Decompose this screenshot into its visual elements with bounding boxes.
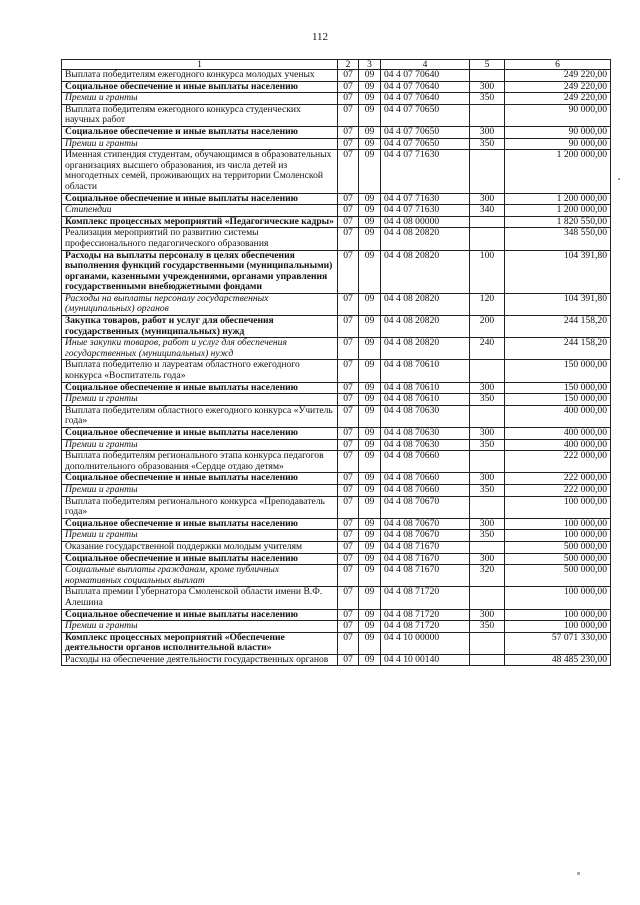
expense-type-cell: 200 — [470, 316, 505, 338]
table-row — [62, 541, 611, 553]
expense-type-cell — [470, 104, 505, 126]
amount-cell: 100 000,00 — [505, 587, 611, 609]
target-article-cell: 04 4 08 70660 — [381, 451, 470, 473]
table-row — [62, 228, 611, 250]
amount-cell: 104 391,80 — [505, 293, 611, 315]
section-code-cell: 07 — [338, 541, 359, 553]
section-code-cell: 07 — [338, 293, 359, 315]
target-article-cell: 04 4 08 70670 — [381, 530, 470, 542]
row-name-cell: Выплата победителям ежегодного конкурса молодых ученых — [62, 70, 338, 82]
table-row — [62, 70, 611, 82]
section-code-cell: 07 — [338, 382, 359, 394]
subsection-code-cell: 09 — [359, 293, 381, 315]
subsection-code-cell: 09 — [359, 316, 381, 338]
row-name-cell: Иные закупки товаров, работ и услуг для обеспечения государственных (муниципальных) нужд — [62, 338, 338, 360]
expense-type-cell: 300 — [470, 126, 505, 138]
section-code-cell: 07 — [338, 405, 359, 427]
expense-type-cell — [470, 451, 505, 473]
subsection-code-cell: 09 — [359, 654, 381, 666]
subsection-code-cell: 09 — [359, 621, 381, 633]
section-code-cell: 07 — [338, 609, 359, 621]
section-code-cell: 07 — [338, 338, 359, 360]
scan-speck — [618, 178, 620, 180]
section-code-cell: 07 — [338, 654, 359, 666]
amount-cell: 100 000,00 — [505, 609, 611, 621]
table-row — [62, 81, 611, 93]
row-name-cell: Премии и гранты — [62, 484, 338, 496]
row-name-cell: Расходы на выплаты персоналу в целях обеспечения выполнения функций государственными (муниципальными) органами, казенными учреждениями, органами управления государственными внебюджетными фондами — [62, 250, 338, 293]
amount-cell: 244 158,20 — [505, 338, 611, 360]
subsection-code-cell: 09 — [359, 205, 381, 217]
row-name-cell: Выплата премии Губернатора Смоленской области имени В.Ф. Алешина — [62, 587, 338, 609]
row-name-cell: Премии и гранты — [62, 394, 338, 406]
expense-type-cell: 350 — [470, 93, 505, 105]
amount-cell: 100 000,00 — [505, 496, 611, 518]
table-row — [62, 439, 611, 451]
subsection-code-cell: 09 — [359, 565, 381, 587]
amount-cell: 400 000,00 — [505, 405, 611, 427]
subsection-code-cell: 09 — [359, 587, 381, 609]
subsection-code-cell: 09 — [359, 609, 381, 621]
section-code-cell: 07 — [338, 439, 359, 451]
table-row — [62, 394, 611, 406]
row-name-cell: Комплекс процессных мероприятий «Педагогические кадры» — [62, 216, 338, 228]
table-row — [62, 654, 611, 666]
row-name-cell: Премии и гранты — [62, 138, 338, 150]
amount-cell: 104 391,80 — [505, 250, 611, 293]
expense-type-cell: 300 — [470, 193, 505, 205]
amount-cell: 150 000,00 — [505, 360, 611, 382]
amount-cell: 1 200 000,00 — [505, 205, 611, 217]
subsection-code-cell: 09 — [359, 126, 381, 138]
subsection-code-cell: 09 — [359, 632, 381, 654]
column-header: 5 — [470, 60, 505, 70]
subsection-code-cell: 09 — [359, 439, 381, 451]
table-row — [62, 565, 611, 587]
amount-cell: 400 000,00 — [505, 439, 611, 451]
expense-type-cell: 240 — [470, 338, 505, 360]
section-code-cell: 07 — [338, 553, 359, 565]
amount-cell: 249 220,00 — [505, 70, 611, 82]
amount-cell: 150 000,00 — [505, 394, 611, 406]
row-name-cell: Выплата победителям регионального этапа конкурса педагогов дополнительного образования «Сердце отдаю детям» — [62, 451, 338, 473]
target-article-cell: 04 4 07 70650 — [381, 126, 470, 138]
section-code-cell: 07 — [338, 193, 359, 205]
expense-type-cell: 350 — [470, 138, 505, 150]
table-row — [62, 451, 611, 473]
target-article-cell: 04 4 08 70610 — [381, 360, 470, 382]
target-article-cell: 04 4 08 70610 — [381, 394, 470, 406]
section-code-cell: 07 — [338, 126, 359, 138]
target-article-cell: 04 4 08 00000 — [381, 216, 470, 228]
subsection-code-cell: 09 — [359, 138, 381, 150]
target-article-cell: 04 4 08 70670 — [381, 518, 470, 530]
target-article-cell: 04 4 10 00140 — [381, 654, 470, 666]
table-row — [62, 360, 611, 382]
target-article-cell: 04 4 08 71720 — [381, 621, 470, 633]
subsection-code-cell: 09 — [359, 473, 381, 485]
amount-cell: 222 000,00 — [505, 451, 611, 473]
expense-type-cell: 350 — [470, 484, 505, 496]
section-code-cell: 07 — [338, 587, 359, 609]
table-row — [62, 484, 611, 496]
amount-cell: 100 000,00 — [505, 530, 611, 542]
subsection-code-cell: 09 — [359, 338, 381, 360]
row-name-cell: Комплекс процессных мероприятий «Обеспечение деятельности органов исполнительной власти» — [62, 632, 338, 654]
row-name-cell: Выплата победителям областного ежегодного конкурса «Учитель года» — [62, 405, 338, 427]
table-row — [62, 293, 611, 315]
row-name-cell: Выплата победителям регионального конкурса «Преподаватель года» — [62, 496, 338, 518]
row-name-cell: Реализация мероприятий по развитию системы профессионального педагогического образования — [62, 228, 338, 250]
row-name-cell: Социальное обеспечение и иные выплаты населению — [62, 553, 338, 565]
amount-cell: 90 000,00 — [505, 138, 611, 150]
table-row — [62, 473, 611, 485]
page-number: 112 — [311, 31, 329, 43]
target-article-cell: 04 4 08 20820 — [381, 316, 470, 338]
subsection-code-cell: 09 — [359, 541, 381, 553]
amount-cell: 244 158,20 — [505, 316, 611, 338]
row-name-cell: Социальное обеспечение и иные выплаты населению — [62, 609, 338, 621]
subsection-code-cell: 09 — [359, 81, 381, 93]
column-header: 1 — [62, 60, 338, 70]
subsection-code-cell: 09 — [359, 518, 381, 530]
target-article-cell: 04 4 08 20820 — [381, 250, 470, 293]
expense-type-cell: 300 — [470, 473, 505, 485]
subsection-code-cell: 09 — [359, 360, 381, 382]
subsection-code-cell: 09 — [359, 193, 381, 205]
section-code-cell: 07 — [338, 496, 359, 518]
amount-cell: 48 485 230,00 — [505, 654, 611, 666]
section-code-cell: 07 — [338, 394, 359, 406]
table-row — [62, 150, 611, 193]
row-name-cell: Закупка товаров, работ и услуг для обеспечения государственных (муниципальных) нужд — [62, 316, 338, 338]
expense-type-cell: 300 — [470, 382, 505, 394]
expense-type-cell: 320 — [470, 565, 505, 587]
section-code-cell: 07 — [338, 150, 359, 193]
subsection-code-cell: 09 — [359, 394, 381, 406]
row-name-cell: Социальное обеспечение и иные выплаты населению — [62, 193, 338, 205]
table-row — [62, 250, 611, 293]
amount-cell: 90 000,00 — [505, 104, 611, 126]
target-article-cell: 04 4 08 70630 — [381, 405, 470, 427]
row-name-cell: Выплата победителю и лауреатам областного ежегодного конкурса «Воспитатель года» — [62, 360, 338, 382]
amount-cell: 249 220,00 — [505, 93, 611, 105]
row-name-cell: Премии и гранты — [62, 93, 338, 105]
table-row — [62, 587, 611, 609]
target-article-cell: 04 4 08 70660 — [381, 473, 470, 485]
section-code-cell: 07 — [338, 104, 359, 126]
expense-type-cell — [470, 496, 505, 518]
table-row — [62, 621, 611, 633]
table-header-row — [62, 60, 611, 70]
section-code-cell: 07 — [338, 621, 359, 633]
budget-table — [61, 59, 611, 666]
expense-type-cell — [470, 587, 505, 609]
section-code-cell: 07 — [338, 484, 359, 496]
expense-type-cell — [470, 150, 505, 193]
target-article-cell: 04 4 07 70640 — [381, 70, 470, 82]
table-row — [62, 553, 611, 565]
row-name-cell: Социальное обеспечение и иные выплаты населению — [62, 126, 338, 138]
expense-type-cell: 350 — [470, 439, 505, 451]
table-row — [62, 518, 611, 530]
subsection-code-cell: 09 — [359, 250, 381, 293]
row-name-cell: Премии и гранты — [62, 439, 338, 451]
expense-type-cell: 300 — [470, 518, 505, 530]
table-row — [62, 405, 611, 427]
expense-type-cell — [470, 216, 505, 228]
amount-cell: 100 000,00 — [505, 621, 611, 633]
row-name-cell: Выплата победителям ежегодного конкурса студенческих научных работ — [62, 104, 338, 126]
amount-cell: 348 550,00 — [505, 228, 611, 250]
expense-type-cell: 350 — [470, 394, 505, 406]
row-name-cell: Социальные выплаты гражданам, кроме публичных нормативных социальных выплат — [62, 565, 338, 587]
expense-type-cell — [470, 654, 505, 666]
table-row — [62, 126, 611, 138]
expense-type-cell: 300 — [470, 81, 505, 93]
section-code-cell: 07 — [338, 228, 359, 250]
row-name-cell: Социальное обеспечение и иные выплаты населению — [62, 428, 338, 440]
target-article-cell: 04 4 08 70630 — [381, 428, 470, 440]
row-name-cell: Премии и гранты — [62, 621, 338, 633]
subsection-code-cell: 09 — [359, 451, 381, 473]
section-code-cell: 07 — [338, 81, 359, 93]
subsection-code-cell: 09 — [359, 382, 381, 394]
amount-cell: 1 200 000,00 — [505, 193, 611, 205]
section-code-cell: 07 — [338, 360, 359, 382]
column-header: 2 — [338, 60, 359, 70]
expense-type-cell: 300 — [470, 553, 505, 565]
row-name-cell: Расходы на выплаты персоналу государственных (муниципальных) органов — [62, 293, 338, 315]
expense-type-cell — [470, 405, 505, 427]
row-name-cell: Социальное обеспечение и иные выплаты населению — [62, 382, 338, 394]
expense-type-cell: 340 — [470, 205, 505, 217]
section-code-cell: 07 — [338, 316, 359, 338]
expense-type-cell — [470, 70, 505, 82]
table-row — [62, 609, 611, 621]
subsection-code-cell: 09 — [359, 405, 381, 427]
subsection-code-cell: 09 — [359, 553, 381, 565]
table-row — [62, 530, 611, 542]
section-code-cell: 07 — [338, 138, 359, 150]
target-article-cell: 04 4 08 71670 — [381, 541, 470, 553]
expense-type-cell — [470, 360, 505, 382]
row-name-cell: Социальное обеспечение и иные выплаты населению — [62, 81, 338, 93]
amount-cell: 222 000,00 — [505, 484, 611, 496]
column-header: 3 — [359, 60, 381, 70]
target-article-cell: 04 4 08 70660 — [381, 484, 470, 496]
expense-type-cell — [470, 632, 505, 654]
amount-cell: 400 000,00 — [505, 428, 611, 440]
row-name-cell: Именная стипендия студентам, обучающимся в образовательных организациях высшего образования, из числа детей из многодетных семей, проживающих на территории Смоленской области — [62, 150, 338, 193]
expense-type-cell: 350 — [470, 530, 505, 542]
target-article-cell: 04 4 07 71630 — [381, 205, 470, 217]
column-header: 4 — [381, 60, 470, 70]
expense-type-cell: 300 — [470, 428, 505, 440]
expense-type-cell: 300 — [470, 609, 505, 621]
target-article-cell: 04 4 08 20820 — [381, 228, 470, 250]
table-row — [62, 496, 611, 518]
subsection-code-cell: 09 — [359, 216, 381, 228]
amount-cell: 222 000,00 — [505, 473, 611, 485]
row-name-cell: Социальное обеспечение и иные выплаты населению — [62, 518, 338, 530]
expense-type-cell: 120 — [470, 293, 505, 315]
section-code-cell: 07 — [338, 565, 359, 587]
section-code-cell: 07 — [338, 428, 359, 440]
amount-cell: 500 000,00 — [505, 553, 611, 565]
target-article-cell: 04 4 07 70650 — [381, 138, 470, 150]
section-code-cell: 07 — [338, 518, 359, 530]
target-article-cell: 04 4 08 71720 — [381, 609, 470, 621]
target-article-cell: 04 4 08 70670 — [381, 496, 470, 518]
subsection-code-cell: 09 — [359, 530, 381, 542]
table-row — [62, 193, 611, 205]
amount-cell: 500 000,00 — [505, 565, 611, 587]
target-article-cell: 04 4 10 00000 — [381, 632, 470, 654]
row-name-cell: Премии и гранты — [62, 530, 338, 542]
target-article-cell: 04 4 07 70650 — [381, 104, 470, 126]
subsection-code-cell: 09 — [359, 484, 381, 496]
amount-cell: 100 000,00 — [505, 518, 611, 530]
section-code-cell: 07 — [338, 530, 359, 542]
target-article-cell: 04 4 08 71670 — [381, 565, 470, 587]
table-row — [62, 138, 611, 150]
section-code-cell: 07 — [338, 70, 359, 82]
target-article-cell: 04 4 08 20820 — [381, 338, 470, 360]
target-article-cell: 04 4 08 20820 — [381, 293, 470, 315]
section-code-cell: 07 — [338, 451, 359, 473]
subsection-code-cell: 09 — [359, 70, 381, 82]
section-code-cell: 07 — [338, 205, 359, 217]
column-header: 6 — [505, 60, 611, 70]
section-code-cell: 07 — [338, 93, 359, 105]
row-name-cell: Социальное обеспечение и иные выплаты населению — [62, 473, 338, 485]
target-article-cell: 04 4 08 71720 — [381, 587, 470, 609]
table-row — [62, 104, 611, 126]
section-code-cell: 07 — [338, 632, 359, 654]
table-row — [62, 428, 611, 440]
section-code-cell: 07 — [338, 216, 359, 228]
scan-speck — [577, 872, 580, 875]
row-name-cell: Оказание государственной поддержки молодым учителям — [62, 541, 338, 553]
row-name-cell: Стипендии — [62, 205, 338, 217]
expense-type-cell: 100 — [470, 250, 505, 293]
table-row — [62, 382, 611, 394]
expense-type-cell — [470, 541, 505, 553]
row-name-cell: Расходы на обеспечение деятельности государственных органов — [62, 654, 338, 666]
subsection-code-cell: 09 — [359, 104, 381, 126]
target-article-cell: 04 4 08 71670 — [381, 553, 470, 565]
subsection-code-cell: 09 — [359, 428, 381, 440]
target-article-cell: 04 4 08 70630 — [381, 439, 470, 451]
amount-cell: 1 200 000,00 — [505, 150, 611, 193]
expense-type-cell — [470, 228, 505, 250]
amount-cell: 90 000,00 — [505, 126, 611, 138]
amount-cell: 249 220,00 — [505, 81, 611, 93]
section-code-cell: 07 — [338, 250, 359, 293]
expense-type-cell: 350 — [470, 621, 505, 633]
table-row — [62, 316, 611, 338]
target-article-cell: 04 4 07 70640 — [381, 93, 470, 105]
target-article-cell: 04 4 07 71630 — [381, 150, 470, 193]
section-code-cell: 07 — [338, 473, 359, 485]
target-article-cell: 04 4 08 70610 — [381, 382, 470, 394]
target-article-cell: 04 4 07 71630 — [381, 193, 470, 205]
amount-cell: 150 000,00 — [505, 382, 611, 394]
target-article-cell: 04 4 07 70640 — [381, 81, 470, 93]
table-body — [62, 70, 611, 666]
amount-cell: 1 820 550,00 — [505, 216, 611, 228]
amount-cell: 500 000,00 — [505, 541, 611, 553]
table-row — [62, 632, 611, 654]
amount-cell: 57 071 330,00 — [505, 632, 611, 654]
subsection-code-cell: 09 — [359, 496, 381, 518]
subsection-code-cell: 09 — [359, 228, 381, 250]
subsection-code-cell: 09 — [359, 150, 381, 193]
table-row — [62, 338, 611, 360]
table-row — [62, 205, 611, 217]
table-row — [62, 93, 611, 105]
subsection-code-cell: 09 — [359, 93, 381, 105]
table-row — [62, 216, 611, 228]
